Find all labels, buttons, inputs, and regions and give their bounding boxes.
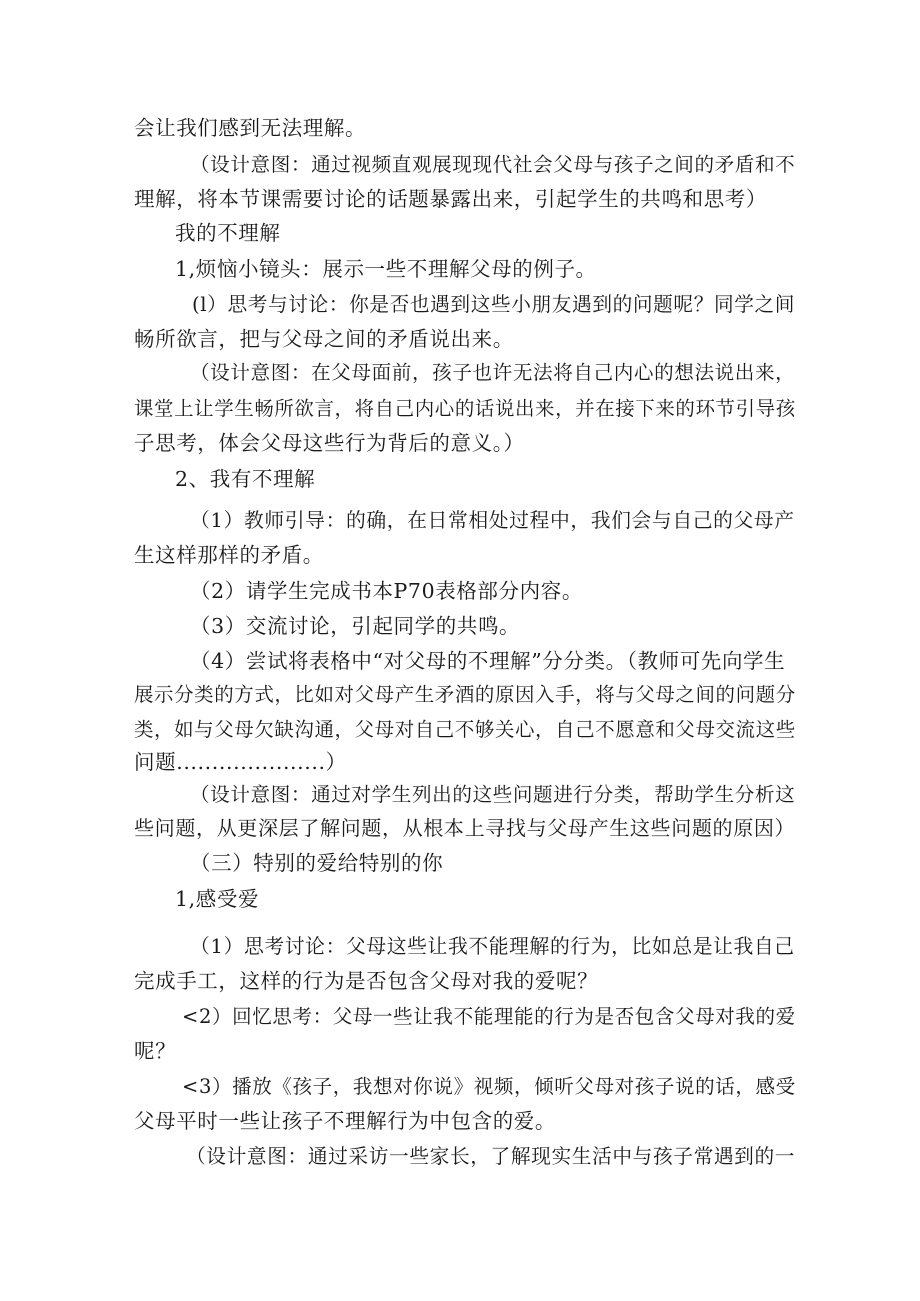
text-line: （设计意图：通过对学生列出的这些问题进行分类，帮助学生分析这	[190, 783, 796, 806]
text-line: <3）播放《孩子，我想对你说》视频，倾听父母对孩子说的话，感受	[182, 1075, 796, 1098]
text-line: （设计意图：通过采访一些家长，了解现实生活中与孩子常遇到的一	[186, 1145, 796, 1168]
text-line: 类，如与父母欠缺沟通，父母对自己不够关心，自己不愿意和父母交流这些	[134, 718, 796, 741]
section-heading: 2、我有不理解	[175, 467, 316, 491]
text-line: (l）思考与讨论：你是否也遇到这些小朋友遇到的问题呢？同学之间	[192, 293, 796, 316]
text-line: （3）交流讨论，引起同学的共鸣。	[190, 614, 521, 638]
text-line: 展示分类的方式，比如对父母产生矛酒的原因入手，将与父母之间的问题分	[134, 683, 796, 706]
text-line: 些问题，从更深层了解问题，从根本上寻找与父母产生这些问题的原因）	[134, 816, 796, 840]
text-line: 会让我们感到无法理解。	[134, 116, 367, 140]
text-line: 生这样那样的矛盾。	[134, 543, 324, 567]
text-line: 问题.....................）	[134, 750, 347, 774]
text-line: （设计意图：通过视频直观展现现代社会父母与孩子之间的矛盾和不	[190, 153, 796, 176]
text-line: （2）请学生完成书本P70表格部分内容。	[190, 579, 583, 603]
text-line: （1）思考讨论：父母这些让我不能理解的行为，比如总是让我自己	[190, 935, 795, 958]
text-line: 1,烦恼小镜头：展示一些不理解父母的例子。	[175, 257, 597, 281]
text-line: （1）教师引导：的确，在日常相处过程中，我们会与自己的父母产	[190, 509, 795, 532]
text-line: （4）尝试将表格中“对父母的不理解”分分类。（教师可先向学生	[190, 649, 786, 673]
section-heading: 1,感受爱	[175, 887, 260, 911]
text-line: 呢？	[134, 1039, 177, 1063]
text-line: 理解，将本节课需要讨论的话题暴露出来，引起学生的共鸣和思考）	[134, 187, 767, 211]
section-heading: （三）特别的爱给特别的你	[190, 851, 444, 875]
text-line: <2）回忆思考：父母一些让我不能理能的行为是否包含父母对我的爱	[182, 1005, 796, 1028]
text-line: 完成手工，这样的行为是否包含父母对我的爱呢？	[134, 969, 599, 993]
section-heading: 我的不理解	[175, 221, 281, 245]
text-line: （设计意图：在父母面前，孩子也许无法将自己内心的想法说出来，	[190, 361, 796, 384]
text-line: 畅所欲言，把与父母之间的矛盾说出来。	[134, 327, 514, 351]
text-line: 子思考，体会父母这些行为背后的意义。）	[134, 431, 525, 455]
text-line: 课堂上让学生畅所欲言，将自己内心的话说出来，并在接下来的环节引导孩	[134, 397, 796, 420]
text-line: 父母平时一些让孩子不理解行为中包含的爱。	[134, 1109, 556, 1133]
